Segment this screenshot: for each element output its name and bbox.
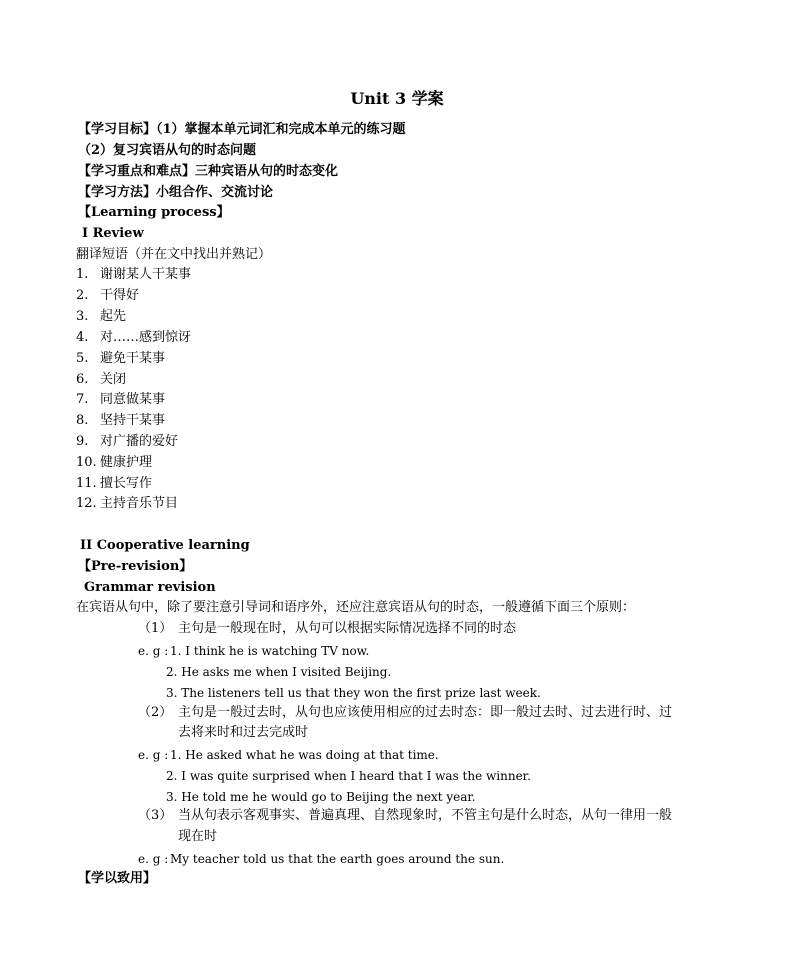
list-item-number: 5. — [76, 351, 89, 366]
list-item-number: 1. — [76, 267, 89, 282]
review-heading: I Review — [82, 226, 144, 241]
example-label: e. g : — [138, 644, 169, 658]
example-sentence: 2. He asks me when I visited Beijing. — [166, 665, 392, 679]
list-item-number: 12. — [76, 496, 97, 511]
list-item-text: 避免干某事 — [100, 351, 166, 366]
rule-text-continued: 现在时 — [178, 829, 218, 844]
grammar-heading: Grammar revision — [84, 580, 216, 595]
list-item-text: 起先 — [100, 309, 127, 324]
list-item-number: 10. — [76, 455, 97, 470]
list-item-number: 7. — [76, 392, 89, 407]
list-item-text: 主持音乐节目 — [100, 496, 179, 511]
list-item-text: 对……感到惊讶 — [100, 330, 192, 345]
list-item-number: 11. — [76, 476, 97, 491]
learning-process-header: 【Learning process】 — [78, 205, 230, 220]
list-item-number: 8. — [76, 413, 89, 428]
list-item — [76, 329, 191, 347]
list-item-text: 坚持干某事 — [100, 413, 166, 428]
example-sentence: My teacher told us that the earth goes around the sun. — [170, 852, 505, 866]
list-item — [76, 433, 178, 451]
example-sentence: 3. He told me he would go to Beijing the next year. — [166, 790, 476, 804]
list-item — [76, 371, 126, 389]
rule-2 — [138, 704, 672, 722]
example-label: e. g : — [138, 748, 169, 762]
list-item — [76, 287, 139, 305]
list-item-text: 关闭 — [100, 372, 127, 387]
list-item-text: 同意做某事 — [100, 392, 166, 407]
list-item-number: 2. — [76, 288, 89, 303]
rule-text-continued: 去将来时和过去完成时 — [178, 725, 309, 740]
cooperative-heading: II Cooperative learning — [80, 538, 250, 553]
list-item-text: 健康护理 — [100, 455, 153, 470]
rule-number: （2） — [138, 705, 173, 720]
rule-3 — [138, 807, 672, 825]
list-item-number: 3. — [76, 309, 89, 324]
learning-method: 【学习方法】小组合作、交流讨论 — [78, 185, 274, 200]
key-points: 【学习重点和难点】三种宾语从句的时态变化 — [78, 164, 339, 179]
example-sentence: 1. I think he is watching TV now. — [170, 644, 370, 658]
objectives-line-1: 【学习目标】（1）掌握本单元词汇和完成本单元的练习题 — [78, 122, 406, 137]
objectives-line-2: （2）复习宾语从句的时态问题 — [78, 143, 257, 158]
list-item — [76, 266, 191, 284]
list-item-text: 谢谢某人干某事 — [100, 267, 192, 282]
page-title: Unit 3 学案 — [350, 89, 444, 108]
rule-text: 主句是一般过去时，从句也应该使用相应的过去时态：即一般过去时、过去进行时、过 — [178, 705, 673, 720]
list-item — [76, 350, 165, 368]
pre-revision-header: 【Pre-revision】 — [78, 559, 193, 574]
list-item — [76, 412, 165, 430]
apply-header: 【学以致用】 — [78, 871, 157, 886]
example-sentence: 2. I was quite surprised when I heard that I was the winner. — [166, 769, 531, 783]
rule-text: 当从句表示客观事实、普遍真理、自然现象时，不管主句是什么时态，从句一律用一般 — [178, 808, 673, 823]
list-item — [76, 391, 165, 409]
example-label: e. g : — [138, 852, 169, 866]
list-item — [76, 308, 126, 326]
list-item-text: 擅长写作 — [100, 476, 153, 491]
list-item-number: 6. — [76, 372, 89, 387]
example-sentence: 3. The listeners tell us that they won the first prize last week. — [166, 686, 541, 700]
list-item — [76, 495, 178, 513]
list-item-text: 干得好 — [100, 288, 140, 303]
rule-number: （1） — [138, 621, 173, 636]
list-item-number: 9. — [76, 434, 89, 449]
list-item-text: 对广播的爱好 — [100, 434, 179, 449]
rule-1 — [138, 620, 516, 638]
list-item — [76, 475, 152, 493]
review-instruction: 翻译短语（并在文中找出并熟记） — [76, 247, 272, 262]
example-sentence: 1. He asked what he was doing at that time. — [170, 748, 439, 762]
rule-text: 主句是一般现在时，从句可以根据实际情况选择不同的时态 — [178, 621, 517, 636]
list-item-number: 4. — [76, 330, 89, 345]
list-item — [76, 454, 152, 472]
rule-number: （3） — [138, 808, 173, 823]
grammar-intro: 在宾语从句中，除了要注意引导词和语序外，还应注意宾语从句的时态，一般遵循下面三个原则： — [76, 600, 636, 615]
